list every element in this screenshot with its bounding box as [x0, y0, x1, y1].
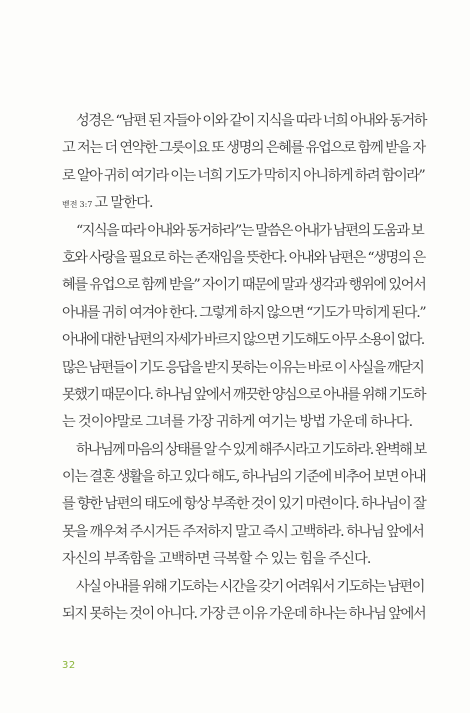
text-line: 사실 아내를 위해 기도하는 시간을 갖기 어려워서 기도하는 남편이 [76, 578, 424, 595]
text-line: “지식을 따라 아내와 동거하라”는 말씀은 아내가 남편의 도움과 보 [76, 222, 424, 239]
text-line: 이는 결혼 생활을 하고 있다 해도, 하나님의 기준에 비추어 보면 아내 [62, 469, 426, 486]
text-line-tail: 고 말한다. [94, 195, 153, 212]
text-line: 못을 깨우쳐 주시거든 주저하지 말고 즉시 고백하라. 하나님 앞에서 [62, 523, 424, 540]
text-line: 자신의 부족함을 고백하면 극복할 수 있는 힘을 주신다. [62, 551, 371, 568]
text-line: 아내에 대한 남편의 자세가 바르지 않으면 기도해도 아무 소용이 없다. [62, 332, 424, 349]
text-line: 되지 못하는 것이 아니다. 가장 큰 이유 가운데 하나는 하나님 앞에서 [62, 606, 426, 623]
text-line: 는 것이야말로 그녀를 가장 귀하게 여기는 방법 가운데 하나다. [62, 414, 413, 431]
text-line-with-reference [62, 190, 426, 217]
text-line: 호와 사랑을 필요로 하는 존재임을 뜻한다. 아내와 남편은 “생명의 은 [62, 249, 425, 266]
text-line: 로 알아 귀히 여기라 이는 너희 기도가 막히지 아니하게 하려 함이라” [62, 167, 425, 184]
text-line: 성경은 “남편 된 자들아 이와 같이 지식을 따라 너희 아내와 동거하 [76, 113, 427, 129]
text-line: 많은 남편들이 기도 응답을 받지 못하는 이유는 바로 이 사실을 깨닫지 [62, 359, 424, 376]
text-line: 하나님께 마음의 상태를 알 수 있게 해주시라고 기도하라. 완벽해 보 [76, 441, 426, 458]
page-number: 32 [62, 660, 76, 671]
text-line: 못했기 때문이다. 하나님 앞에서 깨끗한 양심으로 아내를 위해 기도하 [62, 386, 425, 403]
text-line: 아내를 귀히 여겨야 한다. 그렇게 하지 않으면 “기도가 막히게 된다.” [62, 304, 426, 321]
text-line: 혜를 유업으로 함께 받을” 자이기 때문에 말과 생각과 행위에 있어서 [62, 277, 426, 294]
scripture-reference: 벧전 3:7 [62, 200, 93, 210]
text-line: 를 향한 남편의 태도에 항상 부족한 것이 있기 마련이다. 하나님이 잘 [62, 496, 426, 513]
text-line: 고 저는 더 연약한 그릇이요 또 생명의 은혜를 유업으로 함께 받을 자 [62, 140, 425, 157]
body-text [62, 108, 426, 628]
